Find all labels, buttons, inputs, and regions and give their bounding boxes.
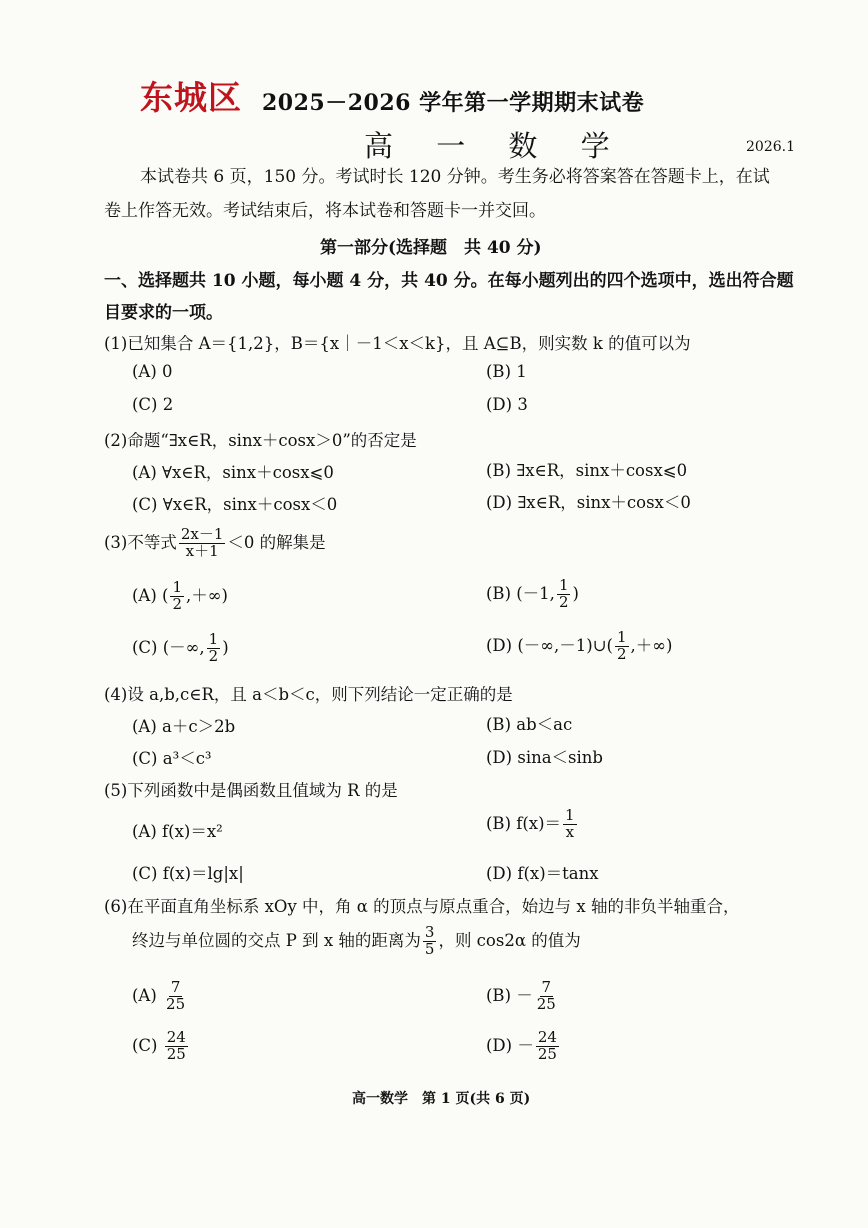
question-2-option-d: (D) ∃x∈R，sinx＋cosx＜0	[486, 493, 691, 512]
question-6-stem-line-2	[132, 925, 581, 958]
question-5-option-c: (C) f(x)＝lg|x|	[132, 864, 244, 883]
q5-b-den: x	[565, 822, 575, 841]
question-1-option-c: (C) 2	[132, 395, 174, 414]
q6-stem-suffix: ，则 cos2α 的值为	[438, 930, 581, 950]
q6-d-prefix: (D) －	[486, 1035, 534, 1055]
q6-c-prefix: (C)	[132, 1035, 158, 1055]
page-footer: 高一数学 第 1 页(共 6 页)	[352, 1091, 531, 1107]
q6-c-den: 25	[166, 1044, 186, 1063]
q3-d-num: 1	[616, 628, 627, 646]
question-3-option-d	[486, 630, 672, 663]
question-2-stem: (2)命题“∃x∈R，sinx＋cosx＞0”的否定是	[104, 431, 417, 450]
q6-b-den: 25	[536, 994, 556, 1013]
q6-b-prefix: (B) －	[486, 985, 533, 1005]
question-6-option-d	[486, 1030, 561, 1063]
q3-a-den: 2	[172, 594, 183, 613]
q3-a-num: 1	[172, 578, 183, 596]
question-5-option-a: (A) f(x)＝x²	[132, 822, 223, 841]
q6-d-num: 24	[537, 1028, 557, 1046]
q6-a-den: 25	[166, 994, 186, 1013]
q6-a-fraction	[164, 980, 187, 1013]
exam-title: 2025－2026 学年第一学期期末试卷	[262, 90, 645, 116]
q3-a-prefix: (A) (	[132, 585, 169, 605]
question-3-option-a	[132, 580, 228, 613]
q3-stem-suffix: ＜0 的解集是	[227, 532, 326, 552]
district-label: 东城区	[140, 78, 242, 117]
question-3-option-b	[486, 578, 579, 611]
q3-c-prefix: (C) (－∞,	[132, 637, 205, 657]
question-5-stem: (5)下列函数中是偶函数且值域为 R 的是	[104, 781, 398, 800]
question-6-option-a	[132, 980, 189, 1013]
q6-d-fraction	[536, 1030, 559, 1063]
q3-c-suffix: )	[222, 637, 229, 657]
question-4-option-a: (A) a＋c＞2b	[132, 717, 236, 736]
q3-a-fraction	[170, 580, 184, 613]
subject-title: 高 一 数 学	[364, 129, 627, 163]
q6-a-prefix: (A)	[132, 985, 157, 1005]
q3-b-suffix: )	[572, 583, 579, 603]
q3-c-num: 1	[208, 630, 219, 648]
q6-stem-fraction	[423, 925, 437, 958]
q3-b-num: 1	[558, 576, 569, 594]
q3-fraction-denominator: x＋1	[185, 541, 219, 560]
part-title: 第一部分(选择题 共 40 分)	[320, 238, 542, 258]
q6-c-fraction	[165, 1030, 188, 1063]
question-2-option-c: (C) ∀x∈R，sinx＋cosx＜0	[132, 495, 338, 514]
exam-date: 2026.1	[746, 139, 795, 155]
q6-a-num: 7	[170, 978, 181, 996]
question-6-option-b	[486, 980, 560, 1013]
q6-stem-num: 3	[424, 923, 435, 941]
question-1-option-b: (B) 1	[486, 362, 527, 381]
q5-b-num: 1	[565, 806, 575, 824]
question-3-stem	[104, 527, 326, 560]
q3-d-fraction	[615, 630, 629, 663]
q3-d-prefix: (D) (－∞,－1)∪(	[486, 635, 613, 655]
q3-stem-prefix: (3)不等式	[104, 532, 177, 552]
section-instruction-2: 目要求的一项。	[104, 303, 223, 323]
q3-c-den: 2	[208, 646, 219, 665]
q3-b-den: 2	[558, 592, 569, 611]
question-4-option-d: (D) sina＜sinb	[486, 748, 603, 767]
question-5-option-d: (D) f(x)＝tanx	[486, 864, 599, 883]
question-4-option-c: (C) a³＜c³	[132, 749, 212, 768]
q3-b-prefix: (B) (－1,	[486, 583, 555, 603]
q3-a-suffix: ,＋∞)	[186, 585, 228, 605]
question-2-option-a: (A) ∀x∈R，sinx＋cosx⩽0	[132, 463, 334, 482]
q6-stem-prefix: 终边与单位圆的交点 P 到 x 轴的距离为	[132, 930, 421, 950]
q6-d-den: 25	[537, 1044, 557, 1063]
q6-stem-den: 5	[424, 939, 435, 958]
q5-b-fraction	[563, 808, 577, 841]
question-4-option-b: (B) ab＜ac	[486, 715, 573, 734]
intro-line-2: 卷上作答无效。考试结束后，将本试卷和答题卡一并交回。	[104, 201, 546, 221]
question-1-option-a: (A) 0	[132, 362, 173, 381]
q6-b-num: 7	[541, 978, 552, 996]
section-instruction-1: 一、选择题共 10 小题，每小题 4 分，共 40 分。在每小题列出的四个选项中，选出符合题	[104, 271, 794, 291]
question-1-option-d: (D) 3	[486, 395, 528, 414]
question-3-option-c	[132, 632, 229, 665]
question-2-option-b: (B) ∃x∈R，sinx＋cosx⩽0	[486, 461, 688, 480]
question-5-option-b	[486, 808, 579, 841]
q3-d-den: 2	[616, 644, 627, 663]
question-1-stem: (1)已知集合 A＝{1,2}，B＝{x｜－1＜x＜k}，且 A⊆B，则实数 k 的值可以为	[104, 334, 691, 353]
q5-b-prefix: (B) f(x)＝	[486, 813, 562, 833]
q3-c-fraction	[207, 632, 221, 665]
intro-line-1: 本试卷共 6 页，150 分。考试时长 120 分钟。考生务必将答案答在答题卡上，在试	[140, 167, 770, 187]
question-4-stem: (4)设 a,b,c∈R，且 a＜b＜c，则下列结论一定正确的是	[104, 685, 513, 704]
q6-b-fraction	[535, 980, 558, 1013]
question-6-stem-line-1: (6)在平面直角坐标系 xOy 中，角 α 的顶点与原点重合，始边与 x 轴的非负半轴重合，	[104, 897, 740, 916]
question-6-option-c	[132, 1030, 190, 1063]
q6-c-num: 24	[166, 1028, 186, 1046]
q3-fraction	[179, 527, 226, 560]
q3-fraction-numerator: 2x－1	[180, 525, 224, 543]
q3-b-fraction	[557, 578, 571, 611]
q3-d-suffix: ,＋∞)	[630, 635, 673, 655]
